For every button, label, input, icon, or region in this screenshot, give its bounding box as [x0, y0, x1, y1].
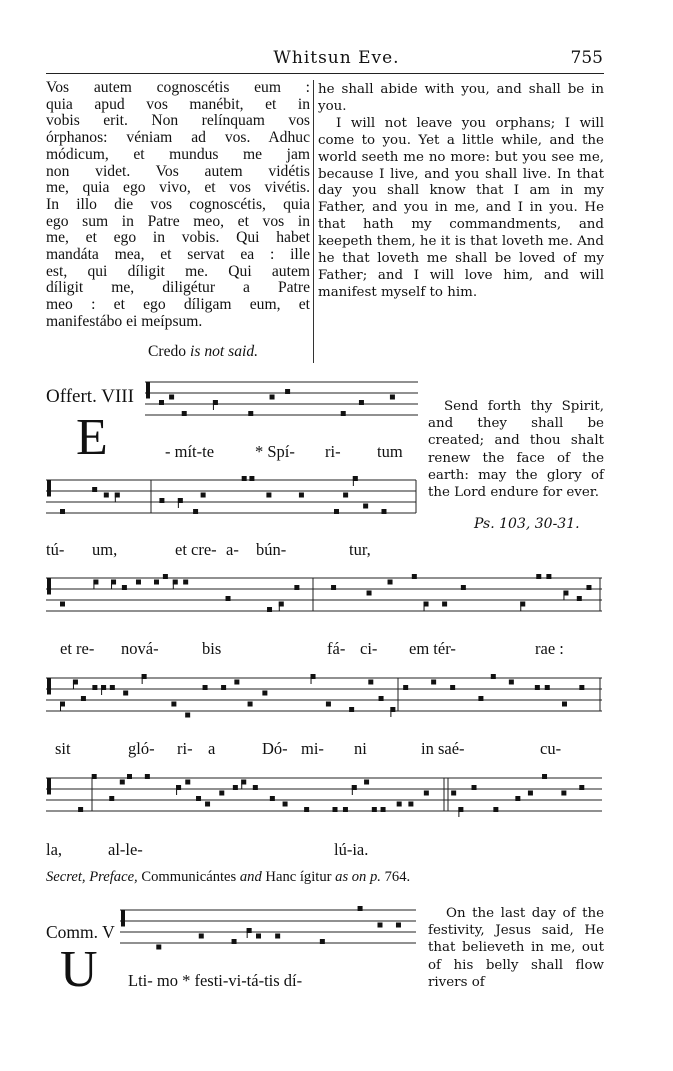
clef-icon — [121, 910, 125, 927]
neume-note — [203, 685, 208, 690]
neume-note — [171, 702, 176, 707]
neume-note — [196, 796, 201, 801]
clef-icon — [47, 480, 51, 497]
lyric-syllable: ri- — [177, 739, 193, 758]
neume-note — [343, 493, 348, 498]
latin-line: In illo die vos cognoscétis, quia — [46, 195, 310, 213]
neume-note — [270, 395, 275, 400]
neume-stem — [176, 785, 177, 795]
neume-note — [104, 493, 109, 498]
neume-note — [154, 580, 159, 585]
neume-note — [363, 504, 368, 509]
neume-stem — [93, 580, 94, 590]
neume-note — [586, 585, 591, 590]
lyric-syllable: gló- — [128, 739, 155, 758]
communion-label: Comm. V — [46, 922, 115, 942]
neume-note — [424, 791, 429, 796]
neume-note — [577, 596, 582, 601]
neume-note — [396, 923, 401, 928]
lyric-syllable: * Spí- — [255, 442, 295, 461]
neume-stem — [213, 400, 214, 410]
neume-note — [182, 411, 187, 416]
latin-line: mandáta mea, et servat ea : ille — [46, 246, 310, 264]
neume-note — [127, 774, 132, 779]
latin-line: Vos autem cognoscétis eum : — [46, 79, 310, 96]
neume-note — [408, 802, 413, 807]
neume-note — [412, 574, 417, 579]
neume-note — [193, 509, 198, 514]
neume-note — [234, 680, 239, 685]
neume-note — [472, 785, 477, 790]
neume-note — [331, 585, 336, 590]
neume-note — [78, 807, 83, 812]
neume-note — [169, 395, 174, 400]
rubric-line: Secret, Preface, Communicántes and Hanc ígitur as on p. 764. — [46, 869, 411, 885]
lyric-syllable: la, — [46, 840, 63, 859]
neume-stem — [279, 602, 280, 612]
neume-note — [442, 602, 447, 607]
neume-note — [267, 607, 272, 612]
neume-stem — [178, 498, 179, 508]
neume-stem — [142, 674, 143, 684]
lyric-syllable: bún- — [256, 540, 287, 559]
neume-note — [183, 580, 188, 585]
neume-stem — [241, 780, 242, 790]
credo-rubric: Credo is not said. — [148, 343, 259, 360]
lyric-syllable: nová- — [121, 639, 159, 658]
latin-line: me, et ego in vobis. Qui habet — [46, 229, 310, 247]
neume-note — [266, 493, 271, 498]
neume-note — [390, 395, 395, 400]
neume-note — [320, 939, 325, 944]
neume-note — [92, 685, 97, 690]
communion-translation: On the last day of the festivity, Jesus said, He that believeth in me, out of his belly shall flow rivers of — [428, 906, 604, 990]
neume-note — [81, 696, 86, 701]
lyric-syllable: tum — [377, 442, 403, 461]
neume-note — [561, 791, 566, 796]
neume-note — [256, 934, 261, 939]
english-paragraph: I will not leave you orphans; I will come to you. Yet a little while, and the world seeth me no more: but you see me, because I live, and you shall live. In that day you shall know that I am in my Father, and you in me, and I in you. He that hath my commandments, and keepeth them, he it is that loveth me. And he that loveth me shall be loved of my Father; and I will love him, and will manifest myself to him. — [318, 115, 604, 300]
neume-note — [403, 685, 408, 690]
neume-note — [109, 796, 114, 801]
latin-line: órphanos: véniam ad vos. Adhuc — [46, 129, 310, 147]
offertory-label: Offert. VIII — [46, 386, 134, 407]
neume-note — [275, 934, 280, 939]
neume-note — [163, 574, 168, 579]
lyric-syllable: rae : — [535, 639, 564, 658]
neume-stem — [311, 674, 312, 684]
neume-note — [451, 791, 456, 796]
neume-note — [461, 585, 466, 590]
neume-note — [493, 807, 498, 812]
neume-note — [283, 802, 288, 807]
neume-note — [262, 691, 267, 696]
neume-note — [248, 411, 253, 416]
neume-stem — [101, 685, 102, 695]
clef-icon — [146, 382, 150, 399]
latin-line: ego sum in Patre meo, et vos in — [46, 212, 310, 230]
neume-note — [450, 685, 455, 690]
neume-note — [381, 509, 386, 514]
neume-stem — [424, 602, 425, 612]
neume-note — [233, 785, 238, 790]
latin-line: vobis erit. Non relínquam vos — [46, 112, 310, 130]
neume-note — [509, 680, 514, 685]
neume-note — [232, 939, 237, 944]
page-number: 755 — [570, 48, 603, 68]
neume-note — [159, 498, 164, 503]
lyric-syllable: fá- — [327, 639, 346, 658]
neume-note — [546, 574, 551, 579]
neume-note — [185, 713, 190, 718]
neume-note — [368, 680, 373, 685]
neume-stem — [247, 928, 248, 938]
neume-stem — [520, 602, 521, 612]
neume-stem — [60, 702, 61, 712]
neume-note — [349, 707, 354, 712]
neume-note — [199, 934, 204, 939]
latin-line: non videt. Vos autem vidétis — [46, 162, 310, 180]
neume-stem — [111, 580, 112, 590]
neume-note — [60, 509, 65, 514]
lyric-syllable: tur, — [349, 540, 371, 559]
neume-note — [579, 685, 584, 690]
neume-note — [379, 696, 384, 701]
neume-note — [248, 702, 253, 707]
lyric-syllable: a- — [226, 540, 239, 559]
neume-note — [545, 685, 550, 690]
neume-note — [381, 807, 386, 812]
english-paragraph: he shall abide with you, and shall be in you. — [318, 82, 604, 114]
lyric-syllable: a — [208, 739, 216, 758]
lyric-syllable: cu- — [540, 739, 562, 758]
clef-icon — [47, 578, 51, 595]
neume-note — [333, 807, 338, 812]
neume-note — [515, 796, 520, 801]
lyric-syllable: lú-ia. — [334, 840, 369, 859]
neume-stem — [173, 580, 174, 590]
neume-note — [242, 476, 247, 481]
lyric-syllable: et re- — [60, 639, 95, 658]
neume-note — [431, 680, 436, 685]
clef-icon — [47, 778, 51, 795]
lyric-syllable: em tér- — [409, 639, 456, 658]
neume-note — [372, 807, 377, 812]
neume-note — [123, 691, 128, 696]
lyric-syllable: bis — [202, 639, 222, 658]
neume-note — [359, 400, 364, 405]
neume-note — [367, 591, 372, 596]
neume-note — [579, 785, 584, 790]
neume-note — [110, 685, 115, 690]
neume-stem — [73, 680, 74, 690]
neume-note — [159, 400, 164, 405]
running-title: Whitsun Eve. — [273, 48, 400, 68]
latin-line: me, quia ego vivo, et vos vivétis. — [46, 179, 310, 197]
neume-note — [334, 509, 339, 514]
neume-note — [478, 696, 483, 701]
neume-note — [341, 411, 346, 416]
neume-note — [326, 702, 331, 707]
neume-note — [562, 702, 567, 707]
lyric-syllable: Dó- — [262, 739, 288, 758]
latin-line: módicum, et mundus me jam — [46, 145, 310, 163]
neume-note — [536, 574, 541, 579]
neume-note — [542, 774, 547, 779]
neume-note — [60, 602, 65, 607]
lyric-syllable: ni — [354, 739, 367, 758]
lyric-syllable: tú- — [46, 540, 65, 559]
neume-note — [397, 802, 402, 807]
neume-note — [388, 580, 393, 585]
neume-note — [491, 674, 496, 679]
neume-note — [185, 780, 190, 785]
lyric-syllable: mi- — [301, 739, 324, 758]
latin-line: díligit me, diligétur a Patre — [46, 279, 310, 297]
neume-note — [122, 585, 127, 590]
neume-note — [219, 791, 224, 796]
lyric-syllable: ci- — [360, 639, 378, 658]
neume-stem — [458, 807, 459, 817]
neume-note — [136, 580, 141, 585]
neume-stem — [115, 493, 116, 503]
neume-note — [304, 807, 309, 812]
neume-note — [92, 487, 97, 492]
latin-line: meo : et ego díligam eum, et — [46, 296, 310, 314]
neume-note — [358, 906, 363, 911]
neume-note — [253, 785, 258, 790]
neume-stem — [353, 476, 354, 486]
latin-line: manifestábo ei meípsum. — [46, 312, 203, 330]
neume-note — [285, 389, 290, 394]
psalm-reference: Ps. 103, 30-31. — [474, 516, 580, 532]
latin-line: quia apud vos manébit, et in — [46, 95, 310, 113]
clef-icon — [47, 678, 51, 695]
neume-stem — [390, 707, 391, 717]
neume-stem — [352, 785, 353, 795]
neume-note — [364, 780, 369, 785]
neume-note — [201, 493, 206, 498]
neume-note — [156, 945, 161, 950]
offertory-translation: Send forth thy Spirit, and they shall be created; and thou shalt renew the face of the earth: may the glory of the Lord endure for ever. — [428, 399, 604, 501]
offertory-initial: E — [76, 409, 108, 466]
lyric-syllable: - mít-te — [165, 442, 215, 461]
neume-note — [145, 774, 150, 779]
lyric-syllable: ri- — [325, 442, 341, 461]
neume-note — [221, 685, 226, 690]
lyric-syllable: in saé- — [421, 739, 465, 758]
lyric-syllable: um, — [92, 540, 118, 559]
communion-lyrics: Lti- mo * festi-vi-tá-tis dí- — [128, 971, 303, 990]
neume-note — [205, 802, 210, 807]
neume-note — [92, 774, 97, 779]
lyric-syllable: sit — [55, 739, 71, 758]
neume-note — [535, 685, 540, 690]
neume-note — [343, 807, 348, 812]
latin-line: est, qui díligit me. Qui autem — [46, 262, 310, 280]
lyric-syllable: al-le- — [108, 840, 143, 859]
neume-note — [528, 791, 533, 796]
neume-note — [377, 923, 382, 928]
neume-note — [120, 780, 125, 785]
neume-note — [299, 493, 304, 498]
neume-stem — [563, 591, 564, 601]
lyric-syllable: et cre- — [175, 540, 217, 559]
neume-note — [249, 476, 254, 481]
neume-note — [226, 596, 231, 601]
communion-initial: U — [60, 941, 98, 998]
neume-note — [270, 796, 275, 801]
neume-note — [294, 585, 299, 590]
